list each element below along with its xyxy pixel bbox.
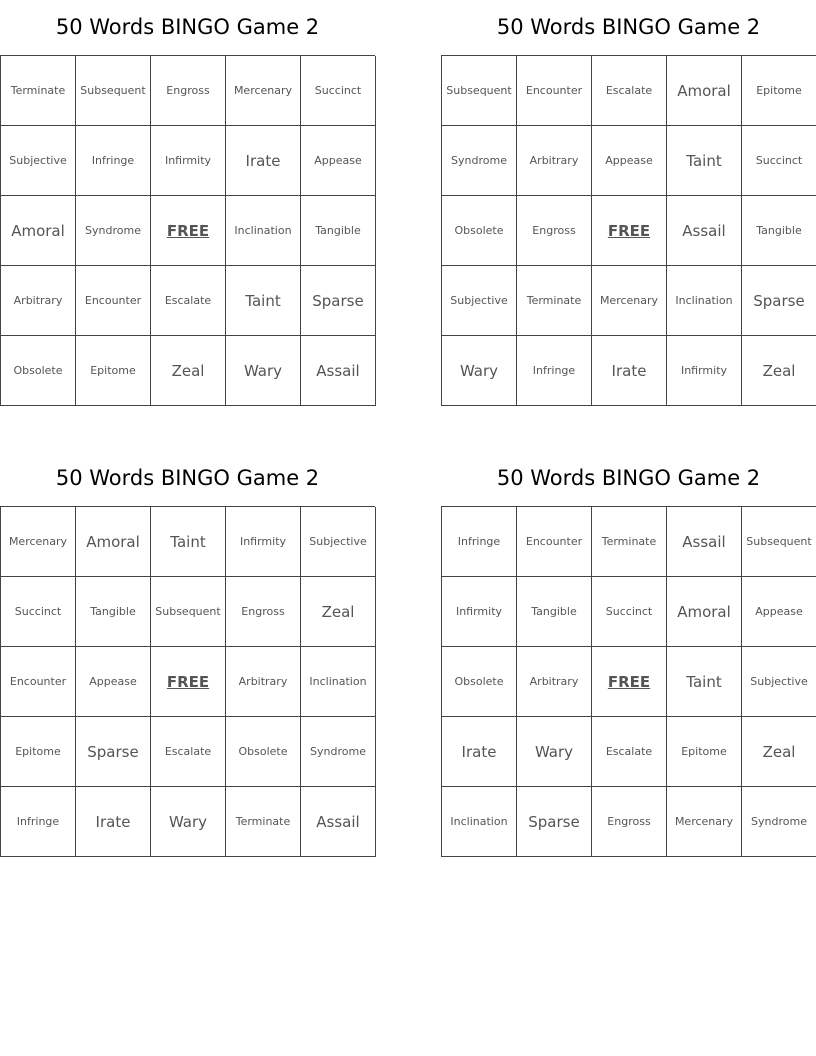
bingo-card-1 bbox=[0, 0, 375, 406]
bingo-cell: Amoral bbox=[667, 56, 742, 126]
bingo-cell: Terminate bbox=[592, 507, 667, 577]
bingo-cell: Irate bbox=[592, 336, 667, 406]
bingo-cell: Amoral bbox=[76, 507, 151, 577]
bingo-cell: Encounter bbox=[76, 266, 151, 336]
bingo-cell: Encounter bbox=[1, 647, 76, 717]
bingo-cell: Subsequent bbox=[76, 56, 151, 126]
bingo-cell: Infirmity bbox=[442, 577, 517, 647]
bingo-cell: Epitome bbox=[667, 717, 742, 787]
bingo-grid bbox=[441, 55, 816, 406]
bingo-cell: Terminate bbox=[1, 56, 76, 126]
bingo-cell: Zeal bbox=[301, 577, 376, 647]
bingo-cell: Subjective bbox=[742, 647, 816, 717]
bingo-cell: Syndrome bbox=[301, 717, 376, 787]
bingo-cell: Irate bbox=[226, 126, 301, 196]
bingo-cell: Mercenary bbox=[1, 507, 76, 577]
bingo-cell: Taint bbox=[667, 647, 742, 717]
bingo-cell: Subsequent bbox=[742, 507, 816, 577]
free-space-cell: FREE bbox=[151, 647, 226, 717]
bingo-cell: Infringe bbox=[76, 126, 151, 196]
bingo-cell: Infirmity bbox=[226, 507, 301, 577]
bingo-cell: Syndrome bbox=[442, 126, 517, 196]
bingo-cell: Taint bbox=[226, 266, 301, 336]
bingo-cell: Escalate bbox=[592, 717, 667, 787]
bingo-cell: Tangible bbox=[742, 196, 816, 266]
bingo-cell: Assail bbox=[667, 507, 742, 577]
bingo-cell: Arbitrary bbox=[1, 266, 76, 336]
bingo-cell: Subsequent bbox=[442, 56, 517, 126]
bingo-cell: Sparse bbox=[517, 787, 592, 857]
bingo-cell: Succinct bbox=[742, 126, 816, 196]
bingo-cell: Subjective bbox=[1, 126, 76, 196]
bingo-cell: Arbitrary bbox=[517, 647, 592, 717]
bingo-cell: Mercenary bbox=[592, 266, 667, 336]
bingo-card-3 bbox=[0, 451, 375, 857]
bingo-cell: Amoral bbox=[1, 196, 76, 266]
bingo-cell: Arbitrary bbox=[226, 647, 301, 717]
bingo-cell: Epitome bbox=[1, 717, 76, 787]
bingo-cell: Obsolete bbox=[1, 336, 76, 406]
bingo-cell: Subjective bbox=[301, 507, 376, 577]
bingo-cell: Appease bbox=[301, 126, 376, 196]
bingo-cell: Irate bbox=[442, 717, 517, 787]
bingo-cell: Obsolete bbox=[226, 717, 301, 787]
card-title: 50 Words BINGO Game 2 bbox=[496, 15, 761, 39]
bingo-cell: Infringe bbox=[442, 507, 517, 577]
bingo-cell: Succinct bbox=[301, 56, 376, 126]
bingo-cell: Zeal bbox=[742, 336, 816, 406]
bingo-cell: Wary bbox=[442, 336, 517, 406]
bingo-cell: Mercenary bbox=[226, 56, 301, 126]
bingo-cell: Infringe bbox=[517, 336, 592, 406]
bingo-card-2 bbox=[441, 0, 816, 406]
bingo-cell: Amoral bbox=[667, 577, 742, 647]
bingo-cell: Escalate bbox=[151, 717, 226, 787]
bingo-cell: Appease bbox=[592, 126, 667, 196]
bingo-cell: Encounter bbox=[517, 507, 592, 577]
card-title: 50 Words BINGO Game 2 bbox=[55, 15, 320, 39]
free-space-cell: FREE bbox=[592, 196, 667, 266]
bingo-cell: Escalate bbox=[151, 266, 226, 336]
bingo-cell: Infirmity bbox=[667, 336, 742, 406]
bingo-grid bbox=[0, 506, 375, 857]
card-title: 50 Words BINGO Game 2 bbox=[55, 466, 320, 490]
free-space-cell: FREE bbox=[151, 196, 226, 266]
bingo-cell: Escalate bbox=[592, 56, 667, 126]
free-space-cell: FREE bbox=[592, 647, 667, 717]
bingo-cell: Subjective bbox=[442, 266, 517, 336]
bingo-cell: Engross bbox=[151, 56, 226, 126]
bingo-cell: Sparse bbox=[76, 717, 151, 787]
bingo-cell: Arbitrary bbox=[517, 126, 592, 196]
bingo-cell: Subsequent bbox=[151, 577, 226, 647]
bingo-cell: Engross bbox=[226, 577, 301, 647]
bingo-cell: Engross bbox=[592, 787, 667, 857]
bingo-cell: Assail bbox=[301, 336, 376, 406]
bingo-cell: Assail bbox=[667, 196, 742, 266]
card-title: 50 Words BINGO Game 2 bbox=[496, 466, 761, 490]
bingo-cell: Zeal bbox=[151, 336, 226, 406]
bingo-cell: Inclination bbox=[301, 647, 376, 717]
bingo-cell: Obsolete bbox=[442, 196, 517, 266]
bingo-cell: Sparse bbox=[742, 266, 816, 336]
bingo-cell: Epitome bbox=[742, 56, 816, 126]
bingo-cell: Tangible bbox=[76, 577, 151, 647]
bingo-cell: Encounter bbox=[517, 56, 592, 126]
bingo-cell: Infirmity bbox=[151, 126, 226, 196]
bingo-cell: Obsolete bbox=[442, 647, 517, 717]
bingo-cell: Epitome bbox=[76, 336, 151, 406]
bingo-cell: Irate bbox=[76, 787, 151, 857]
bingo-cell: Inclination bbox=[667, 266, 742, 336]
bingo-cell: Syndrome bbox=[742, 787, 816, 857]
bingo-cell: Syndrome bbox=[76, 196, 151, 266]
bingo-cell: Tangible bbox=[301, 196, 376, 266]
bingo-cell: Assail bbox=[301, 787, 376, 857]
bingo-grid bbox=[0, 55, 375, 406]
bingo-grid bbox=[441, 506, 816, 857]
bingo-cell: Mercenary bbox=[667, 787, 742, 857]
bingo-cell: Infringe bbox=[1, 787, 76, 857]
bingo-cell: Succinct bbox=[1, 577, 76, 647]
bingo-cell: Inclination bbox=[226, 196, 301, 266]
bingo-cell: Engross bbox=[517, 196, 592, 266]
bingo-cell: Tangible bbox=[517, 577, 592, 647]
bingo-cell: Wary bbox=[517, 717, 592, 787]
bingo-card-4 bbox=[441, 451, 816, 857]
bingo-cell: Appease bbox=[76, 647, 151, 717]
bingo-cell: Inclination bbox=[442, 787, 517, 857]
bingo-cell: Wary bbox=[226, 336, 301, 406]
bingo-cell: Wary bbox=[151, 787, 226, 857]
bingo-cell: Appease bbox=[742, 577, 816, 647]
bingo-cell: Zeal bbox=[742, 717, 816, 787]
bingo-cell: Taint bbox=[151, 507, 226, 577]
bingo-cell: Taint bbox=[667, 126, 742, 196]
bingo-cell: Terminate bbox=[517, 266, 592, 336]
bingo-cell: Sparse bbox=[301, 266, 376, 336]
bingo-cell: Succinct bbox=[592, 577, 667, 647]
bingo-cell: Terminate bbox=[226, 787, 301, 857]
